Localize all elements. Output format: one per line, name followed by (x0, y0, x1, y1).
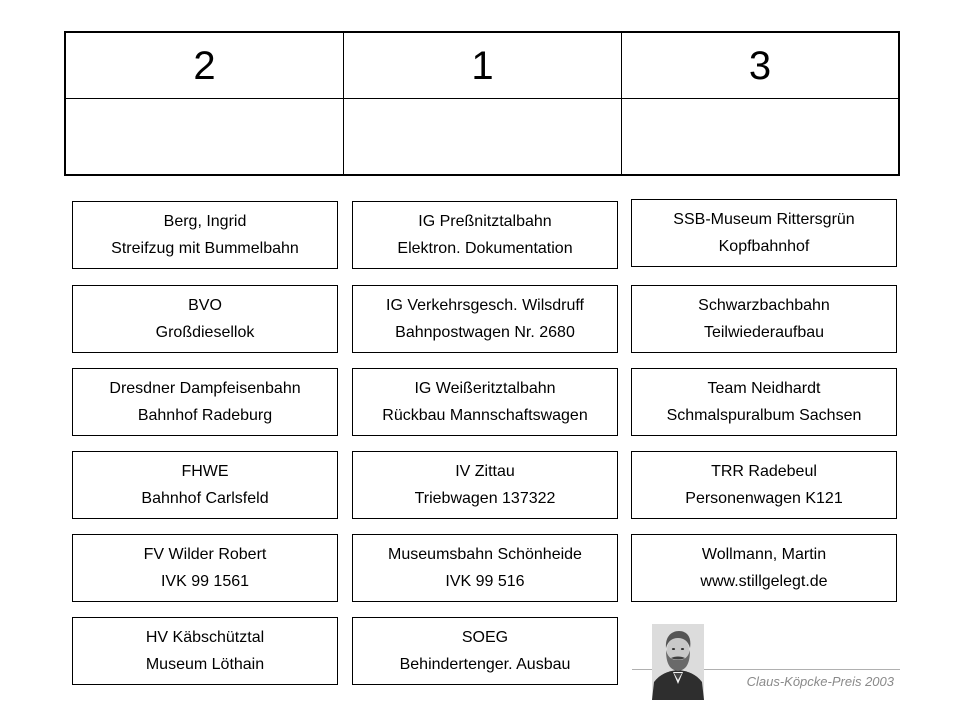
rank-cell-first: 2 (66, 33, 344, 99)
entry-project: Teilwiederaufbau (703, 324, 825, 341)
entry-card (352, 368, 618, 436)
entry-project: Rückbau Mannschaftswagen (382, 407, 588, 424)
entry-project: Behindertenger. Ausbau (399, 656, 571, 673)
entry-card (72, 617, 338, 685)
entry-card (72, 368, 338, 436)
entry-name: IG Preßnitztalbahn (418, 213, 552, 230)
entry-project: Bahnpostwagen Nr. 2680 (395, 324, 575, 341)
entry-project: Großdiesellok (155, 324, 255, 341)
entry-name: Dresdner Dampfeisenbahn (109, 380, 301, 397)
entry-card (352, 285, 618, 353)
entry-project: Museum Löthain (145, 656, 265, 673)
entry-name: IG Weißeritztalbahn (414, 380, 556, 397)
entry-card (352, 451, 618, 519)
entry-project: Bahnhof Carlsfeld (141, 490, 269, 507)
entry-name: FV Wilder Robert (143, 546, 267, 563)
entry-card (72, 451, 338, 519)
entry-project: Streifzug mit Bummelbahn (111, 240, 299, 257)
entry-card (72, 534, 338, 602)
slot-cell-second (344, 99, 622, 174)
slot-cell-third (622, 99, 898, 174)
entry-project: Kopfbahnhof (718, 238, 810, 255)
entry-project: Triebwagen 137322 (414, 490, 556, 507)
entry-name: Schwarzbachbahn (698, 297, 830, 314)
entry-name: IV Zittau (455, 463, 515, 480)
entry-project: Schmalspuralbum Sachsen (666, 407, 862, 424)
entry-card (352, 617, 618, 685)
ranking-table (64, 31, 900, 176)
entry-name: Berg, Ingrid (163, 213, 247, 230)
entry-card (631, 285, 897, 353)
entry-name: Wollmann, Martin (701, 546, 827, 563)
entry-project: Personenwagen K121 (685, 490, 843, 507)
entry-project: IVK 99 516 (445, 573, 525, 590)
rank-cell-third: 3 (622, 33, 898, 99)
entry-name: SSB-Museum Rittersgrün (673, 211, 855, 228)
entry-card (352, 201, 618, 269)
entry-name: Team Neidhardt (707, 380, 821, 397)
entry-card (631, 368, 897, 436)
entry-card (631, 199, 897, 267)
entry-name: IG Verkehrsgesch. Wilsdruff (386, 297, 584, 314)
entry-project: Bahnhof Radeburg (137, 407, 273, 424)
award-caption: Claus-Köpcke-Preis 2003 (746, 674, 894, 689)
entry-card (631, 451, 897, 519)
entry-name: SOEG (461, 629, 509, 646)
entry-name: BVO (188, 297, 222, 314)
entry-project: IVK 99 1561 (160, 573, 250, 590)
entry-project: Elektron. Dokumentation (397, 240, 573, 257)
entry-name: Museumsbahn Schönheide (388, 546, 582, 563)
entry-name: HV Käbschütztal (145, 629, 265, 646)
slot-cell-first (66, 99, 344, 174)
entry-card (631, 534, 897, 602)
entry-name: TRR Radebeul (711, 463, 817, 480)
entry-card (352, 534, 618, 602)
entry-card (72, 201, 338, 269)
entry-card (72, 285, 338, 353)
portrait-image (652, 624, 704, 700)
entry-name: FHWE (181, 463, 229, 480)
rank-cell-second: 1 (344, 33, 622, 99)
entry-project: www.stillgelegt.de (700, 573, 828, 590)
